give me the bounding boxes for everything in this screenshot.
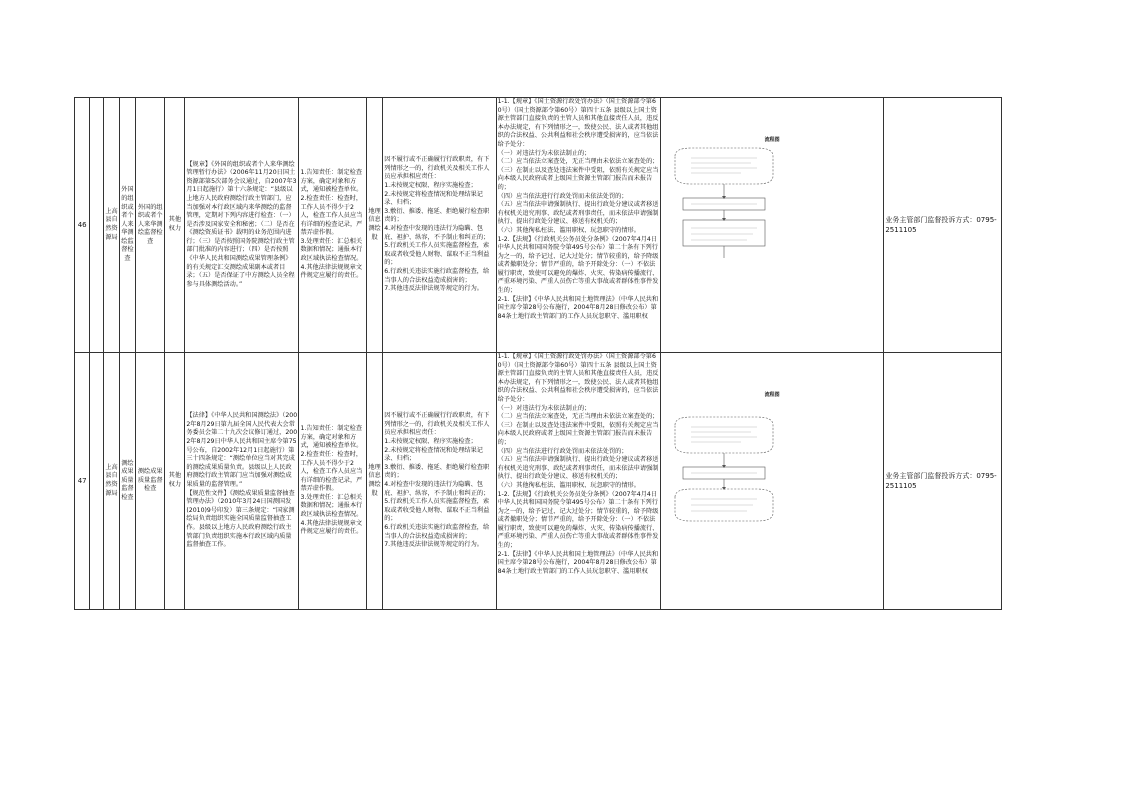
contact-cell: 业务主管部门监督投诉方式：0795-2511105 bbox=[884, 353, 1001, 610]
liability-basis-item: （一）对违法行为未依法制止的； bbox=[497, 149, 591, 157]
flowchart bbox=[661, 353, 883, 609]
duty-item: 2.检查责任：检查时，工作人员不得少于2人，检查工作人员应当有详细的检查记录，严禁弄虚作假。 bbox=[300, 194, 363, 237]
duty-links-cell bbox=[299, 98, 366, 353]
sub-item-cell: 外国的组织或者个人来华测绘监督检查 bbox=[136, 98, 165, 353]
seq-number: 47 bbox=[75, 353, 90, 610]
item-name-cell: 测绘成果质量监督检查 bbox=[119, 353, 135, 610]
liability-item: 2.未按规定将检查情况和处理结果记录、归档； bbox=[384, 190, 483, 207]
liability-item: 3.敷衍、推诿、拖延、拒绝履行检查职责的； bbox=[384, 463, 490, 480]
duty-item: 2.检查责任：检查时，工作人员不得少于2人，检查工作人员应当有详细的检查记录，严禁弄虚作假。 bbox=[300, 450, 363, 493]
liability-basis-item: （三）在制止以及查处违法案件中受阻，依照有关规定应当向本级人民政府或者上级国土资源主管部门报告而未报告的； bbox=[497, 421, 659, 446]
liability-basis-cell bbox=[496, 353, 660, 610]
power-type-cell: 其他权力 bbox=[165, 98, 185, 353]
seq-number: 46 bbox=[75, 98, 90, 353]
liability-basis-item: 1-1.【规章】《国土资源行政处罚办法》（国土资源部令第60号）（国土资源部令第60号）第四十五条 县级以上国土资源主管部门直接负责的主管人员和其他直接责任人员，违反本办法规定，有下列情形之一，致使公民、法人或者其他组织的合法权益、公共利益和社会秩序遭受损害的，应当依法给予处分： bbox=[497, 353, 659, 403]
liability-basis-item: （六）其他徇私枉法、滥用职权、玩忽职守的情形。 bbox=[497, 226, 640, 234]
sub-item-cell: 测绘成果质量监督检查 bbox=[136, 353, 165, 610]
dept-cell: 上高县自然资源局 bbox=[104, 353, 119, 610]
basis-paragraph: 【法律】《中华人民共和国测绘法》（2002年8月29日第九届全国人民代表大会常务委员会第二十九次会议修订通过，2002年8月29日中华人民共和国主席令第75号公布，自2002年12月1日起施行）第三十四条规定：“测绘单位应当对其完成的测绘成果质量负责。县级以上人民政府测绘行政主管部门应当加强对测绘成果质量的监督管理。” bbox=[186, 412, 298, 488]
liability-basis-cell bbox=[496, 98, 660, 353]
liability-cell bbox=[383, 98, 496, 353]
flowchart-title: 流程图 bbox=[764, 392, 780, 398]
item-name-cell: 外国的组织或者个人来华测绘监督检查 bbox=[119, 98, 135, 353]
duty-item: 3.处理责任：汇总相关数据和情况；通报本行政区域执法检查情况。 bbox=[300, 493, 363, 519]
liability-basis-item: （四）应当依法进行行政处罚而未依法处罚的； bbox=[497, 192, 628, 200]
liability-item: 2.未按规定将检查情况和处理结果记录、归档； bbox=[384, 446, 483, 463]
duty-item: 3.处理责任：汇总相关数据和情况；通报本行政区域执法检查情况。 bbox=[300, 237, 363, 263]
liability-basis-item: （四）应当依法进行行政处罚而未依法处罚的； bbox=[497, 447, 628, 455]
liability-item: 1.未按规定权限、程序实施检查； bbox=[384, 182, 477, 190]
power-type-cell: 其他权力 bbox=[165, 353, 185, 610]
table-row bbox=[75, 353, 1122, 610]
duty-links-cell bbox=[299, 353, 366, 610]
liability-basis-item: （三）在制止以及查处违法案件中受阻，依照有关规定应当向本级人民政府或者上级国土资源主管部门报告而未报告的； bbox=[497, 166, 659, 191]
liability-item: 5.行政机关工作人员实施监督检查，索取或者收受他人财物、谋取不正当利益的； bbox=[384, 242, 490, 267]
liability-item: 6.行政机关违法实施行政监督检查，给当事人的合法权益造成损害的； bbox=[384, 267, 490, 284]
flowchart-diagram bbox=[661, 353, 787, 609]
duty-item: 4.其他法律法规规章文件规定应履行的责任。 bbox=[300, 519, 363, 536]
liability-item: 6.行政机关违法实施行政监督检查，给当事人的合法权益造成损害的； bbox=[384, 523, 490, 540]
duty-item: 1.告知责任：制定检查方案，确定对象和方式，通知被检查单位。 bbox=[300, 425, 363, 450]
power-list-table bbox=[74, 97, 1122, 610]
duty-item: 4.其他法律法规规章文件规定应履行的责任。 bbox=[300, 263, 363, 280]
table-row bbox=[75, 98, 1122, 353]
liability-basis-item: 1-2.【法规】《行政机关公务员处分条例》（2007年4月4日中华人民共和国国务院令第495号公布）第二十条有下列行为之一的，给予记过、记大过处分；情节较重的，给予降级或者撤职处分；情节严重的，给予开除处分：（一）不依法履行职责，致使可以避免的爆炸、火灾、传染病传播流行、严重环境污染、严重人员伤亡等重大事故或者群体性事件发生的； bbox=[497, 490, 659, 550]
liability-item: 5.行政机关工作人员实施监督检查，索取或者收受他人财物、谋取不正当利益的； bbox=[384, 498, 490, 523]
liability-item: 1.未按规定权限、程序实施检查； bbox=[384, 438, 477, 446]
basis-paragraph: 【规章】《外国的组织或者个人来华测绘管理暂行办法》（2006年11月20日国土资源部第5次部务会议通过，自2007年3月1日起施行）第十六条规定：“县级以上地方人民政府测绘行政主管部门，应当加强对本行政区域内来华测绘的监督管理，定期对下列内容进行检查：（一）是否涉及国家安全和秘密；（二）是否在《测绘资质证书》载明的业务范围内进行；（三）是否按照国务院测绘行政主管部门批准的内容进行；（四）是否按照《中华人民共和国测绘成果管理条例》的有关规定汇交测绘成果副本或者目录；（五）是否保证了中方测绘人员全程参与具体测绘活动。” bbox=[186, 160, 297, 288]
liability-cell bbox=[383, 353, 496, 610]
basis-cell bbox=[185, 353, 299, 610]
flowchart-cell bbox=[660, 98, 883, 353]
dept-cell: 上高县自然资源局 bbox=[104, 98, 119, 353]
contact-cell: 业务主管部门监督投诉方式：0795-2511105 bbox=[884, 98, 1001, 353]
blank-cell bbox=[90, 98, 104, 353]
flowchart-cell bbox=[660, 353, 883, 610]
liability-item: 因不履行或不正确履行行政职责，有下列情形之一的，行政机关及相关工作人员应承担相应责任： bbox=[384, 156, 490, 181]
liability-item: 3.敷衍、推诿、拖延、拒绝履行检查职责的； bbox=[384, 207, 490, 224]
liability-basis-item: （五）应当依法申请强制执行、提出行政处分建议或者移送有权机关追究刑事、政纪或者刑事责任，而未依法申请强制执行、提出行政处分建议、移送有权机关的； bbox=[497, 456, 659, 481]
liability-basis-item: （六）其他徇私枉法、滥用职权、玩忽职守的情形。 bbox=[497, 481, 640, 489]
basis-cell bbox=[185, 98, 299, 353]
flowchart bbox=[661, 98, 883, 352]
liability-basis-item: 2-1.【法律】《中华人民共和国土地管理法》（中华人民共和国主席令第28号公布施行，2004年8月28日修改公布）第84条土地行政主管部门的工作人员玩忽职守、滥用职权 bbox=[497, 295, 659, 320]
liability-basis-item: （二）应当依法立案查处，无正当理由未依法立案查处的； bbox=[497, 158, 659, 166]
blank-cell bbox=[90, 353, 104, 610]
subject-cell: 地理信息测绘股 bbox=[366, 98, 382, 353]
liability-item: 4.对检查中发现的违法行为隐瞒、包庇、袒护、纵容，不予制止和纠正的； bbox=[384, 225, 490, 241]
flowchart-diagram bbox=[661, 98, 787, 352]
liability-item: 7.其他违反法律法规等规定的行为。 bbox=[384, 285, 483, 293]
subject-cell: 地理信息测绘股 bbox=[366, 353, 382, 610]
liability-basis-item: （一）对违法行为未依法制止的； bbox=[497, 404, 591, 412]
liability-basis-item: （二）应当依法立案查处，无正当理由未依法立案查处的； bbox=[497, 413, 659, 421]
liability-item: 7.其他违反法律法规等规定的行为。 bbox=[384, 541, 483, 549]
flowchart-title: 流程图 bbox=[764, 137, 780, 143]
liability-item: 因不履行或不正确履行行政职责，有下列情形之一的，行政机关及相关工作人员应承担相应责任： bbox=[384, 412, 490, 437]
liability-item: 4.对检查中发现的违法行为隐瞒、包庇、袒护、纵容，不予制止和纠正的； bbox=[384, 481, 490, 497]
basis-paragraph: 【规范性文件】《测绘成果质量监督抽查管理办法》（2010年3月24日国测国发(2010)9号印发）第三条规定：“国家测绘局负责组织实施全国质量监督抽查工作。县级以上地方人民政府测绘行政主管部门负责组织实施本行政区域内质量监督抽查工作。 bbox=[186, 489, 295, 549]
duty-item: 1.告知责任：制定检查方案，确定对象和方式，通知被检查单位。 bbox=[300, 169, 363, 194]
liability-basis-item: 1-1.【规章】《国土资源行政处罚办法》（国土资源部令第60号）（国土资源部令第60号）第四十五条 县级以上国土资源主管部门直接负责的主管人员和其他直接责任人员，违反本办法规定，有下列情形之一，致使公民、法人或者其他组织的合法权益、公共利益和社会秩序遭受损害的，应当依法给予处分： bbox=[497, 98, 659, 148]
liability-basis-item: 1-2.【法规】《行政机关公务员处分条例》（2007年4月4日中华人民共和国国务院令第495号公布）第二十条有下列行为之一的，给予记过、记大过处分；情节较重的，给予降级或者撤职处分；情节严重的，给予开除处分：（一）不依法履行职责，致使可以避免的爆炸、火灾、传染病传播流行、严重环境污染、严重人员伤亡等重大事故或者群体性事件发生的； bbox=[497, 235, 659, 295]
liability-basis-item: （五）应当依法申请强制执行、提出行政处分建议或者移送有权机关追究刑事、政纪或者刑事责任，而未依法申请强制执行、提出行政处分建议、移送有权机关的； bbox=[497, 201, 659, 226]
liability-basis-item: 2-1.【法律】《中华人民共和国土地管理法》（中华人民共和国主席令第28号公布施行，2004年8月28日修改公布）第84条土地行政主管部门的工作人员玩忽职守、滥用职权 bbox=[497, 550, 659, 575]
